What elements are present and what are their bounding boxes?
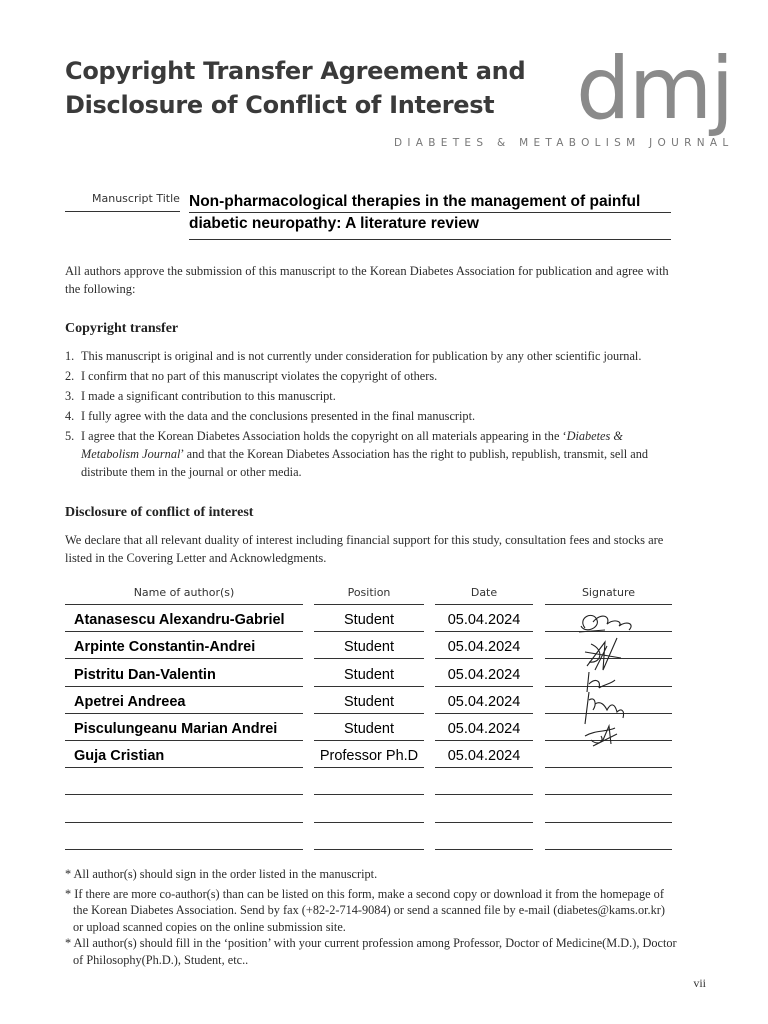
journal-name: DIABETES & METABOLISM JOURNAL: [394, 137, 734, 149]
item-number: 2.: [65, 369, 75, 383]
row-rule: [314, 713, 424, 714]
author-position[interactable]: Professor Ph.D: [319, 748, 419, 764]
row-rule[interactable]: [435, 822, 533, 823]
manuscript-title-rule-1: [189, 212, 671, 213]
row-rule[interactable]: [314, 849, 424, 850]
author-name[interactable]: Guja Cristian: [74, 748, 165, 764]
page-number: vii: [693, 976, 706, 990]
manuscript-title-line-2: diabetic neuropathy: A literature review: [189, 215, 479, 232]
list-item: [65, 367, 677, 385]
item-text: I confirm that no part of this manuscript violates the copyright of others.: [81, 369, 438, 383]
author-name[interactable]: Atanasescu Alexandru-Gabriel: [74, 612, 285, 628]
item-number: 1.: [65, 349, 75, 363]
row-rule: [65, 740, 303, 741]
row-rule: [65, 713, 303, 714]
row-rule: [314, 658, 424, 659]
item-text: I agree that the Korean Diabetes Association holds the copyright on all materials appearing in the ‘: [81, 429, 567, 443]
row-rule: [435, 740, 533, 741]
item-number: 3.: [65, 389, 75, 403]
disclosure-heading: Disclosure of conflict of interest: [65, 505, 254, 520]
list-item: [65, 407, 677, 425]
author-position[interactable]: Student: [344, 612, 394, 628]
signature-3: [587, 672, 615, 692]
author-name[interactable]: Arpinte Constantin-Andrei: [74, 639, 256, 655]
disclosure-paragraph: We declare that all relevant duality of interest including financial support for this study, consultation fees and stocks are listed in the Covering Letter and Acknowledgments.: [65, 533, 664, 565]
footnotes: [65, 866, 677, 968]
row-rule: [314, 740, 424, 741]
item-number: 5.: [65, 429, 75, 443]
author-name[interactable]: Apetrei Andreea: [74, 694, 186, 710]
copyright-heading: Copyright transfer: [65, 321, 179, 336]
footnote-1: * All author(s) should sign in the order listed in the manuscript.: [65, 867, 378, 881]
signature-5: [585, 726, 617, 746]
row-rule: [65, 767, 303, 768]
author-date[interactable]: 05.04.2024: [447, 667, 521, 683]
title-line-1: Copyright Transfer Agreement and: [65, 57, 526, 85]
copyright-list: [65, 347, 677, 483]
manuscript-title-rule-2: [189, 239, 671, 240]
footnote-3: * All author(s) should fill in the ‘position’ with your current profession among Professor, Doctor of Medicine(M.D.), Doctor of Philosophy(Ph.D.), Student, etc..: [65, 936, 677, 967]
header-underline: [65, 604, 303, 605]
author-name[interactable]: Pisculungeanu Marian Andrei: [74, 721, 278, 737]
signature-1: [579, 615, 631, 632]
row-rule[interactable]: [314, 822, 424, 823]
row-rule: [65, 631, 303, 632]
row-rule[interactable]: [65, 849, 303, 850]
title-line-2: Disclosure of Conflict of Interest: [65, 91, 495, 119]
column-header-name: Name of author(s): [133, 586, 235, 599]
footnote-2: * If there are more co-author(s) than can be listed on this form, make a second copy or download it from the homepage of the Korean Diabetes Association. Send by fax (+82-2-714-9084) or send a scanned file by e-mail (diabetes@kams.or.kr) or upload scanned copies on the online submission site.: [65, 886, 665, 934]
manuscript-label-rule: [65, 211, 180, 212]
author-position[interactable]: Student: [344, 721, 394, 737]
row-rule[interactable]: [545, 849, 672, 850]
document-title: [65, 54, 565, 122]
intro-paragraph: All authors approve the submission of this manuscript to the Korean Diabetes Association for publication and agree with the following:: [65, 264, 669, 296]
row-rule: [435, 686, 533, 687]
list-item: [65, 427, 677, 481]
author-date[interactable]: 05.04.2024: [447, 694, 521, 710]
author-position[interactable]: Student: [344, 694, 394, 710]
author-date[interactable]: 05.04.2024: [447, 748, 521, 764]
item-text-continued: ’ and that the Korean Diabetes Association has the right to publish, republish, transmit, sell and distribute them in the journal or other media.: [81, 447, 649, 479]
author-date[interactable]: 05.04.2024: [447, 721, 521, 737]
row-rule[interactable]: [435, 849, 533, 850]
signatures-area: [545, 600, 672, 760]
dmj-logo: dmj: [576, 39, 733, 139]
manuscript-title-line-1: Non-pharmacological therapies in the management of painful: [189, 193, 641, 210]
row-rule: [314, 631, 424, 632]
item-text: I fully agree with the data and the conclusions presented in the final manuscript.: [81, 409, 476, 423]
header-underline: [435, 604, 533, 605]
list-item: [65, 347, 677, 365]
item-text: I made a significant contribution to this manuscript.: [81, 389, 336, 403]
row-rule[interactable]: [435, 794, 533, 795]
row-rule: [435, 658, 533, 659]
column-header-date: Date: [470, 586, 498, 599]
row-rule: [314, 767, 424, 768]
row-rule: [435, 767, 533, 768]
row-rule: [314, 686, 424, 687]
row-rule[interactable]: [545, 794, 672, 795]
row-rule[interactable]: [314, 794, 424, 795]
column-header-position: Position: [347, 586, 391, 599]
item-text: This manuscript is original and is not currently under consideration for publication by any other scientific journal.: [81, 349, 642, 363]
row-rule: [65, 658, 303, 659]
manuscript-title-label: Manuscript Title: [92, 192, 180, 205]
column-header-signature: Signature: [581, 586, 636, 599]
row-rule[interactable]: [65, 794, 303, 795]
header-underline: [314, 604, 424, 605]
row-rule: [435, 713, 533, 714]
row-rule[interactable]: [545, 822, 672, 823]
author-date[interactable]: 05.04.2024: [447, 612, 521, 628]
row-rule: [65, 686, 303, 687]
signature-4: [585, 692, 624, 724]
item-number: 4.: [65, 409, 75, 423]
journal-title-italic: Diabetes & Metabolism Journal: [81, 429, 623, 461]
row-rule[interactable]: [65, 822, 303, 823]
manuscript-title-field[interactable]: [189, 192, 671, 234]
author-position[interactable]: Student: [344, 667, 394, 683]
author-date[interactable]: 05.04.2024: [447, 639, 521, 655]
author-name[interactable]: Pistritu Dan-Valentin: [74, 667, 216, 683]
author-position[interactable]: Student: [344, 639, 394, 655]
row-rule: [545, 767, 672, 768]
list-item: [65, 387, 677, 405]
row-rule: [435, 631, 533, 632]
signature-2: [585, 638, 621, 670]
